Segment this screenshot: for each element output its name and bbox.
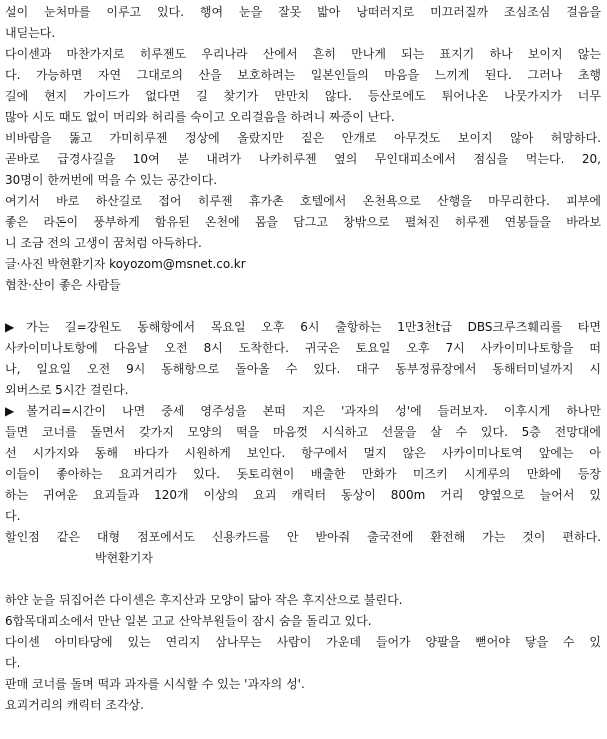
travel-info-section [5,317,601,401]
spacer [5,569,601,590]
text-line: 니 조금 전의 고생이 꿈처럼 아득하다. [5,236,202,250]
text-line: 여기서 바로 하산길로 접어 히루젠 휴가촌 호텔에서 온천욕으로 산행을 마무리한다. 피부에 [5,194,601,208]
caption: 하얀 눈을 뒤집어쓴 다이센은 후지산과 모양이 닮아 작은 후지산으로 불린다. [5,593,403,607]
text-line: 들면 코너를 돌면서 갖가지 모양의 떡을 마음껏 시식하고 선물을 살 수 있다. 5층 전망대에 [5,425,601,439]
text-line: 설이 눈처마를 이루고 있다. 행여 눈을 잘못 밟아 낭떠러지로 미끄러질까 조심조심 걸음을 [5,5,601,19]
author-credit: 글·사진 박현환기자 koyozom@msnet.co.kr [5,257,246,271]
text-line: 다. [5,509,21,523]
text-line: ▶볼거리=시간이 나면 중세 영주성을 본떠 지은 '과자의 성'에 들러보자. 이후시게 하나만 [5,404,601,418]
text-line: 곧바로 급경사길을 10여 분 내려가 나카히루젠 옆의 무인대피소에서 점심을 먹는다. 20, [5,152,601,166]
paragraph-hot-spring [5,191,601,254]
text-line: 다. 가능하면 자연 그대로의 산을 보호하려는 일본인들의 마음을 느끼게 된다. 그러나 초행 [5,68,601,82]
text-line: 나, 일요일 오전 9시 동해항으로 돌아올 수 있다. 대구 동부정류장에서 동해터미널까지 시 [5,362,601,376]
caption: 6합목대피소에서 만난 일본 고교 산악부원들이 잠시 숨을 돌리고 있다. [5,614,372,628]
sights-section [5,401,601,527]
sponsor-credit: 협찬·산이 좋은 사람들 [5,278,121,292]
text-line: 30명이 한꺼번에 먹을 수 있는 공간이다. [5,173,218,187]
caption: 판매 코너를 돌며 떡과 과자를 시식할 수 있는 '과자의 성'. [5,677,305,691]
paragraph-trail-markers [5,44,601,128]
article-body [5,2,601,716]
spacer [5,296,601,317]
text-line: 비바람을 뚫고 가미히루젠 정상에 올랐지만 짙은 안개로 아무것도 보이지 않아 허망하다. [5,131,601,145]
text-line: ▶가는 길=강원도 동해항에서 목요일 오후 6시 출항하는 1만3천t급 DBS크루즈훼리를 타면 [5,320,601,334]
currency-tip: 할인점 같은 대형 점포에서도 신용카드를 안 받아줘 출국전에 환전해 가는 것이 편하다. [5,530,601,544]
caption: 다이센 아미타당에 있는 연리지 삼나무는 사람이 가운데 들어가 양팔을 뻗어야 닿을 수 있 [5,635,601,649]
text-line: 많아 시도 때도 없이 머리와 허리를 숙이고 오리걸음을 하려니 짜증이 난다. [5,110,395,124]
text-line: 다이센과 마찬가지로 히루젠도 우리나라 산에서 흔히 만나게 되는 표지기 하나 보이지 않는 [5,47,601,61]
text-line: 사카이미나토항에 다음날 오전 8시 도착한다. 귀국은 토요일 오후 7시 사카이미나토항을 떠 [5,341,601,355]
text-line: 하는 귀여운 요괴들과 120개 이상의 요괴 캐릭터 동상이 800m 거리 양옆으로 늘어서 있 [5,488,601,502]
text-line: 선 시가지와 동해 바다가 시원하게 보인다. 항구에서 멀지 않은 사카이미나토역 앞에는 아 [5,446,601,460]
caption: 다. [5,656,21,670]
paragraph-summit [5,128,601,191]
text-line: 외버스로 5시간 걸린다. [5,383,129,397]
text-line: 좋은 라돈이 풍부하게 함유된 온천에 몸을 담그고 창밖으로 펼쳐진 히루젠 연봉들을 바라보 [5,215,601,229]
text-line: 이들이 좋아하는 요괴거리가 있다. 돗토리현이 배출한 만화가 미즈키 시게루의 만화에 등장 [5,467,601,481]
text-line: 길에 현지 가이드가 없다면 길 찾기가 만만치 않다. 등산로에도 튀어나온 나뭇가지가 너무 [5,89,601,103]
photo-captions [5,590,601,716]
text-line: 내딛는다. [5,26,56,40]
paragraph-cornice [5,2,601,44]
caption: 요괴거리의 캐릭터 조각상. [5,698,144,712]
byline: 박현환기자 [95,551,153,565]
